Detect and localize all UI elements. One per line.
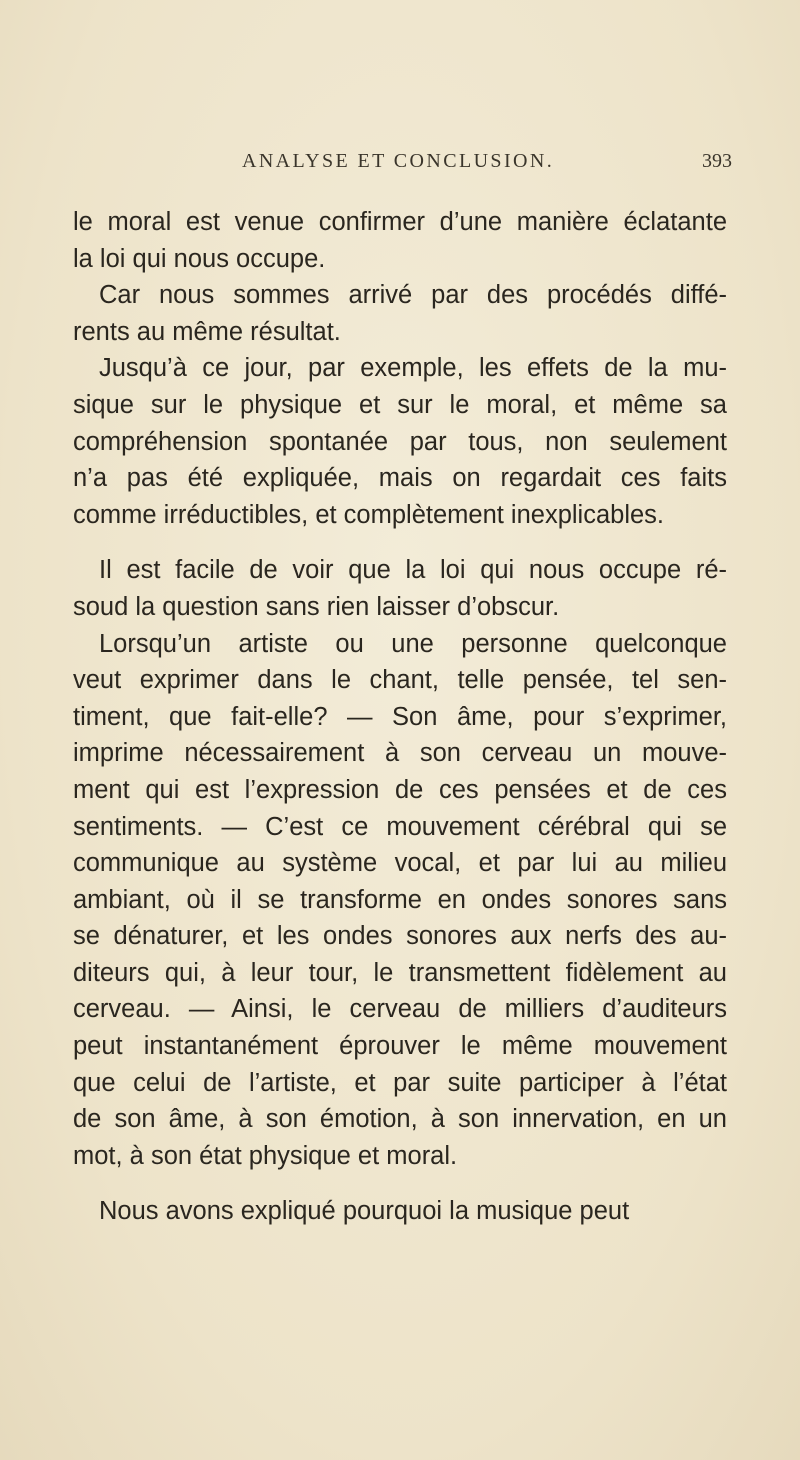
paragraph <box>73 552 727 625</box>
text-line: Lorsqu’un artiste ou une personne quelconque <box>99 629 727 658</box>
text-line: Nous avons expliqué pourquoi la musique peut <box>99 1197 630 1226</box>
paragraph <box>73 204 727 277</box>
text-line: imprime nécessairement à son cerveau un mouve- <box>73 739 727 768</box>
text-line: timent, que fait-elle? — Son âme, pour s’exprimer, <box>73 702 727 731</box>
text-line: se dénaturer, et les ondes sonores aux nerfs des au- <box>73 922 727 951</box>
text-line: comme irréductibles, et complètement inexplicables. <box>73 500 665 529</box>
text-line: rents au même résultat. <box>73 317 341 346</box>
body-text <box>73 204 727 1230</box>
text-line: la loi qui nous occupe. <box>73 244 326 273</box>
text-line: que celui de l’artiste, et par suite participer à l’état <box>73 1068 727 1097</box>
text-line: peut instantanément éprouver le même mouvement <box>73 1032 727 1061</box>
paragraph <box>73 1193 727 1230</box>
text-line: Il est facile de voir que la loi qui nous occupe ré- <box>99 556 727 585</box>
page-number: 393 <box>702 150 732 172</box>
text-line: Car nous sommes arrivé par des procédés diffé- <box>99 281 727 310</box>
paragraph <box>73 626 727 1175</box>
text-line: n’a pas été expliquée, mais on regardait ces faits <box>73 464 727 493</box>
text-line: veut exprimer dans le chant, telle pensée, tel sen- <box>73 666 727 695</box>
text-line: de son âme, à son émotion, à son innervation, en un <box>73 1105 727 1134</box>
text-line: sentiments. — C’est ce mouvement cérébral qui se <box>73 812 727 841</box>
text-line: compréhension spontanée par tous, non seulement <box>73 427 727 456</box>
text-line: ambiant, où il se transforme en ondes sonores sans <box>73 885 727 914</box>
text-line: soud la question sans rien laisser d’obscur. <box>73 592 560 621</box>
text-line: ment qui est l’expression de ces pensées et de ces <box>73 775 727 804</box>
text-line: diteurs qui, à leur tour, le transmettent fidèlement au <box>73 958 727 987</box>
text-line: sique sur le physique et sur le moral, et même sa <box>73 390 727 419</box>
text-line: le moral est venue confirmer d’une manière éclatante <box>73 208 727 236</box>
text-line: cerveau. — Ainsi, le cerveau de milliers d’auditeurs <box>73 995 727 1024</box>
paragraph <box>73 350 727 533</box>
running-title: ANALYSE ET CONCLUSION. <box>242 150 555 172</box>
running-header <box>0 150 800 180</box>
text-line: Jusqu’à ce jour, par exemple, les effets de la mu- <box>99 354 727 383</box>
text-line: mot, à son état physique et moral. <box>73 1141 458 1170</box>
paragraph <box>73 277 727 350</box>
text-line: communique au système vocal, et par lui au milieu <box>73 849 727 878</box>
